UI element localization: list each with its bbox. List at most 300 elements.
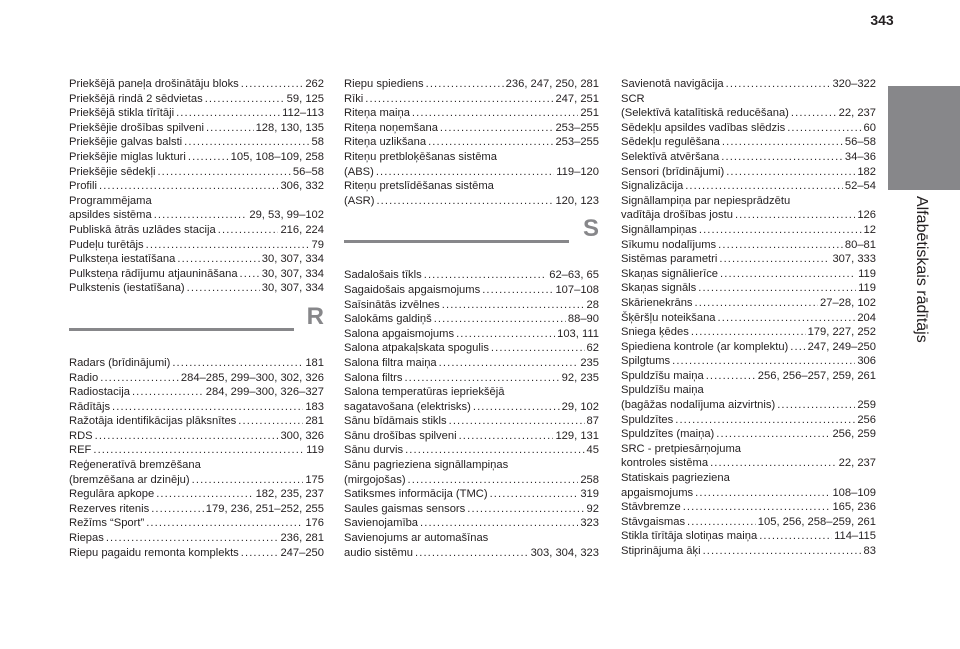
index-entry <box>621 413 876 428</box>
entry-pages: 45 <box>586 444 599 457</box>
entry-term: apgaismojums <box>621 486 694 499</box>
dot-leader <box>184 135 309 150</box>
index-entry <box>621 252 876 267</box>
entry-pages: 62–63, 65 <box>549 269 599 282</box>
index-entry <box>69 281 324 296</box>
letter-section-header <box>344 208 599 268</box>
entry-pages: 112–113 <box>282 107 324 120</box>
dot-leader <box>428 135 553 150</box>
index-column-3 <box>621 77 876 559</box>
dot-leader <box>439 356 579 371</box>
entry-term: Priekšējā stikla tīrītāji <box>69 107 175 120</box>
entry-pages: 306, 332 <box>280 180 324 193</box>
dot-leader <box>703 544 862 559</box>
entry-term: Sēdekļu apsildes vadības slēdzis <box>621 121 786 134</box>
entry-pages: 235 <box>580 356 599 369</box>
entry-pages: 179, 236, 251–252, 255 <box>205 502 324 515</box>
entry-pages: 60 <box>863 121 876 134</box>
entry-term: Regulāra apkope <box>69 488 155 501</box>
entry-term: Salona filtra maiņa <box>344 356 437 369</box>
entry-term: Sānu durvis <box>344 444 404 457</box>
index-entry <box>69 267 324 282</box>
index-entry <box>344 135 599 150</box>
index-entry <box>69 385 324 400</box>
entry-pages: 22, 237 <box>838 457 876 470</box>
entry-pages: 62 <box>586 342 599 355</box>
entry-pages: 105, 108–109, 258 <box>230 150 324 163</box>
entry-term: Priekšējā rindā 2 sēdvietas <box>69 92 203 105</box>
entry-term: Šķēršļu noteikšana <box>621 311 716 324</box>
dot-leader <box>721 150 843 165</box>
entry-pages: 303, 304, 323 <box>530 546 599 559</box>
entry-term: Sānu drošības spilveni <box>344 429 457 442</box>
entry-pages: 83 <box>863 545 876 557</box>
dot-leader <box>787 121 861 136</box>
index-entry <box>69 77 324 92</box>
dot-leader <box>726 165 855 180</box>
index-entry <box>621 238 876 253</box>
section-letter: R <box>306 302 324 330</box>
index-entry-heading: SCR <box>621 92 645 105</box>
index-entry <box>621 150 876 165</box>
entry-pages: 247–250 <box>280 546 324 559</box>
index-entry <box>621 529 876 544</box>
index-entry <box>344 473 599 488</box>
entry-term: (bagāžas nodalījuma aizvirtnis) <box>621 399 776 412</box>
section-tab-label: Alfabētiskais rādītājs <box>913 196 930 343</box>
entry-term: Sānu bīdāmais stikls <box>344 415 447 428</box>
dot-leader <box>440 121 554 136</box>
entry-term: Spuldzīšu maiņa <box>621 369 704 382</box>
dot-leader <box>473 400 560 415</box>
dot-leader <box>238 414 303 429</box>
index-entry-heading: SRC - pretpiesārņojuma <box>621 442 742 455</box>
entry-term: Salona filtrs <box>344 371 403 384</box>
dot-leader <box>720 267 856 282</box>
dot-leader <box>490 487 579 502</box>
index-entry <box>69 516 324 531</box>
entry-pages: 59, 125 <box>286 92 324 105</box>
entry-pages: 79 <box>311 238 324 251</box>
index-entry <box>344 429 599 444</box>
entry-term: RDS <box>69 429 93 442</box>
index-entry <box>344 165 599 180</box>
entry-pages: 176 <box>305 517 324 530</box>
entry-pages: 181 <box>305 356 324 369</box>
entry-term: Priekšējie miglas lukturi <box>69 150 186 163</box>
entry-pages: 307, 333 <box>832 253 876 266</box>
entry-pages: 182, 235, 237 <box>255 488 324 501</box>
dot-leader <box>420 516 578 531</box>
entry-term: Rezerves ritenis <box>69 502 150 515</box>
entry-pages: 183 <box>305 400 324 413</box>
entry-term: Pulksteņa iestatīšana <box>69 253 176 266</box>
entry-pages: 103, 111 <box>557 327 599 340</box>
dot-leader <box>687 515 756 530</box>
entry-term: (Selektīvā katalītiskā reducēšana) <box>621 107 789 120</box>
index-entry <box>621 427 876 442</box>
index-entry <box>344 502 599 517</box>
dot-leader <box>482 283 553 298</box>
entry-pages: 87 <box>586 415 599 428</box>
index-entry <box>69 531 324 546</box>
entry-term: Selektīvā atvēršana <box>621 150 720 163</box>
entry-pages: 300, 326 <box>280 429 324 442</box>
entry-term: Saules gaismas sensors <box>344 502 466 515</box>
entry-term: vadītāja drošības jostu <box>621 209 733 222</box>
entry-term: Priekšējie galvas balsti <box>69 136 183 149</box>
index-entry <box>621 106 876 121</box>
dot-leader <box>156 487 253 502</box>
dot-leader <box>442 298 585 313</box>
entry-term: REF <box>69 444 92 457</box>
entry-pages: 236, 247, 250, 281 <box>505 78 599 90</box>
index-entry <box>621 544 876 559</box>
entry-term: Priekšējie sēdekļi <box>69 165 156 178</box>
entry-term: Savienojamība <box>344 517 419 530</box>
dot-leader <box>151 502 204 517</box>
entry-term: Riteņa noņemšana <box>344 121 438 134</box>
index-entry <box>621 121 876 136</box>
index-entry <box>344 106 599 121</box>
dot-leader <box>449 414 585 429</box>
section-letter: S <box>582 215 599 243</box>
entry-term: Radiostacija <box>69 386 130 399</box>
dot-leader <box>365 92 553 107</box>
entry-pages: 262 <box>305 78 324 90</box>
entry-pages: 120, 123 <box>555 194 599 207</box>
index-entry <box>621 165 876 180</box>
dot-leader <box>187 281 260 296</box>
index-entry <box>344 298 599 313</box>
page-number: 343 <box>870 12 894 28</box>
entry-term: Salona apgaismojums <box>344 327 455 340</box>
entry-pages: 29, 102 <box>561 400 599 413</box>
dot-leader <box>176 106 280 121</box>
index-entry <box>69 414 324 429</box>
dot-leader <box>735 208 855 223</box>
dot-leader <box>691 325 806 340</box>
index-entry <box>621 311 876 326</box>
index-entry <box>69 252 324 267</box>
entry-pages: 256 <box>857 413 876 426</box>
entry-pages: 119–120 <box>556 165 599 178</box>
index-entry <box>621 456 876 471</box>
index-entry <box>69 546 324 561</box>
entry-pages: 175 <box>305 473 324 486</box>
index-entry <box>621 135 876 150</box>
entry-pages: 258 <box>580 473 599 486</box>
index-entry <box>69 502 324 517</box>
dot-leader <box>706 369 756 384</box>
index-entry <box>344 121 599 136</box>
dot-leader <box>791 106 837 121</box>
entry-pages: 92, 235 <box>561 371 599 384</box>
index-entry-heading: Savienojums ar automašīnas <box>344 532 489 545</box>
entry-term: Ražotāja identifikācijas plāksnītes <box>69 415 237 428</box>
index-entry <box>69 473 324 488</box>
index-entry <box>621 267 876 282</box>
index-entry <box>621 369 876 384</box>
index-entry <box>69 92 324 107</box>
entry-pages: 247, 251 <box>555 92 599 105</box>
entry-pages: 108–109 <box>832 486 876 499</box>
entry-term: Sīkumu nodalījums <box>621 238 717 251</box>
entry-term: Sēdekļu regulēšana <box>621 136 720 149</box>
dot-leader <box>376 165 554 180</box>
dot-leader <box>672 354 855 369</box>
dot-leader <box>467 502 584 517</box>
entry-pages: 119 <box>858 267 876 280</box>
section-divider <box>69 328 294 331</box>
dot-leader <box>172 356 303 371</box>
entry-term: Pudeļu turētājs <box>69 238 144 251</box>
entry-term: Savienotā navigācija <box>621 78 724 90</box>
entry-pages: 165, 236 <box>832 501 876 514</box>
index-entry <box>344 400 599 415</box>
entry-pages: 34–36 <box>844 150 876 163</box>
index-entry <box>621 208 876 223</box>
entry-term: Pulksteņa rādījumu atjaunināšana <box>69 267 238 280</box>
index-entry <box>621 325 876 340</box>
entry-term: Profili <box>69 180 97 193</box>
dot-leader <box>710 456 837 471</box>
dot-leader <box>112 400 303 415</box>
dot-leader <box>241 77 304 92</box>
entry-pages: 80–81 <box>844 238 876 251</box>
entry-pages: 119 <box>306 444 324 457</box>
entry-pages: 28 <box>586 298 599 311</box>
dot-leader <box>376 194 553 209</box>
index-entry-heading: Programmējama <box>69 194 152 207</box>
entry-pages: 27–28, 102 <box>820 296 876 309</box>
dot-leader <box>685 179 843 194</box>
dot-leader <box>408 473 579 488</box>
dot-leader <box>695 296 818 311</box>
entry-term: Priekšējā paneļa drošinātāju bloks <box>69 78 239 90</box>
entry-pages: 107–108 <box>555 283 599 296</box>
entry-term: Spuldzītes (maiņa) <box>621 428 715 441</box>
index-entry <box>69 165 324 180</box>
entry-term: Riteņa uzlikšana <box>344 136 427 149</box>
entry-pages: 247, 249–250 <box>807 340 876 353</box>
dot-leader <box>206 121 254 136</box>
dot-leader <box>132 385 204 400</box>
index-entry <box>621 179 876 194</box>
index-entry <box>344 414 599 429</box>
index-column-1 <box>69 77 324 560</box>
entry-term: Skārienekrāns <box>621 296 693 309</box>
index-entry <box>344 194 599 209</box>
entry-term: Publiskā ātrās uzlādes stacija <box>69 223 216 236</box>
index-entry <box>621 296 876 311</box>
dot-leader <box>404 371 559 386</box>
entry-term: sagatavošana (elektrisks) <box>344 400 471 413</box>
entry-pages: 284–285, 299–300, 302, 326 <box>180 371 324 384</box>
entry-pages: 281 <box>305 415 324 428</box>
dot-leader <box>683 500 831 515</box>
index-entry <box>69 121 324 136</box>
index-entry <box>69 356 324 371</box>
entry-pages: 284, 299–300, 326–327 <box>205 386 324 399</box>
entry-term: Radio <box>69 371 99 384</box>
entry-term: Signalizācija <box>621 180 684 193</box>
entry-pages: 251 <box>580 107 599 120</box>
entry-term: Priekšējie drošības spilveni <box>69 121 204 134</box>
entry-pages: 114–115 <box>834 530 876 543</box>
entry-pages: 319 <box>580 488 599 501</box>
entry-pages: 253–255 <box>555 121 599 134</box>
entry-term: Spiediena kontrole (ar komplektu) <box>621 340 789 353</box>
index-entry <box>621 398 876 413</box>
entry-pages: 88–90 <box>567 313 599 326</box>
entry-term: Satiksmes informācija (TMC) <box>344 488 488 501</box>
dot-leader <box>405 443 584 458</box>
index-entry <box>621 486 876 501</box>
entry-term: Skaņas signāls <box>621 282 697 295</box>
entry-pages: 52–54 <box>844 180 876 193</box>
dot-leader <box>716 427 830 442</box>
index-entry <box>344 312 599 327</box>
index-entry <box>69 223 324 238</box>
dot-leader <box>240 267 260 282</box>
index-entry <box>344 341 599 356</box>
dot-leader <box>146 238 310 253</box>
entry-term: Sistēmas parametri <box>621 253 718 266</box>
index-entry <box>621 281 876 296</box>
index-entry <box>621 77 876 92</box>
index-entry <box>69 487 324 502</box>
entry-pages: 259 <box>857 399 876 412</box>
index-entry <box>344 487 599 502</box>
entry-term: Sniega ķēdes <box>621 326 689 339</box>
entry-pages: 12 <box>863 223 876 236</box>
dot-leader <box>718 238 843 253</box>
entry-term: Sensori (brīdinājumi) <box>621 165 725 178</box>
entry-term: Sadalošais tīkls <box>344 269 422 282</box>
index-entry <box>344 77 599 92</box>
index-entry <box>344 92 599 107</box>
dot-leader <box>157 165 290 180</box>
index-entry <box>344 283 599 298</box>
entry-term: (bremzēšana ar dzinēju) <box>69 473 190 486</box>
entry-pages: 58 <box>311 136 324 149</box>
index-entry <box>344 356 599 371</box>
index-entry-heading: Sānu pagrieziena signāllampiņas <box>344 459 509 472</box>
index-entry <box>69 208 324 223</box>
entry-pages: 306 <box>857 355 876 368</box>
index-entry <box>69 135 324 150</box>
dot-leader <box>106 531 279 546</box>
dot-leader <box>790 340 805 355</box>
entry-term: Sagaidošais apgaismojums <box>344 283 481 296</box>
entry-pages: 29, 53, 99–102 <box>249 209 324 222</box>
index-entry <box>344 516 599 531</box>
entry-pages: 56–58 <box>844 136 876 149</box>
index-entry <box>69 106 324 121</box>
entry-pages: 30, 307, 334 <box>261 282 324 295</box>
entry-term: Signāllampiņas <box>621 223 697 236</box>
dot-leader <box>100 371 179 386</box>
entry-term: Pulkstenis (iestatīšana) <box>69 282 185 295</box>
dot-leader <box>722 135 843 150</box>
entry-pages: 128, 130, 135 <box>255 121 324 134</box>
entry-pages: 179, 227, 252 <box>807 326 876 339</box>
dot-leader <box>434 312 566 327</box>
entry-term: Stāvbremze <box>621 501 681 514</box>
dot-leader <box>205 92 285 107</box>
letter-section-header <box>69 296 324 356</box>
entry-pages: 30, 307, 334 <box>261 267 324 280</box>
entry-pages: 119 <box>858 282 876 295</box>
entry-term: Salona atpakaļskata spogulis <box>344 342 489 355</box>
index-entry <box>69 179 324 194</box>
dot-leader <box>99 179 278 194</box>
section-tab <box>888 0 960 649</box>
section-divider <box>344 240 569 243</box>
entry-term: Radars (brīdinājumi) <box>69 356 171 369</box>
entry-pages: 253–255 <box>555 136 599 149</box>
dot-leader <box>759 529 832 544</box>
index-entry <box>344 371 599 386</box>
entry-term: (ASR) <box>344 194 375 207</box>
dot-leader <box>241 546 279 561</box>
index-entry <box>69 429 324 444</box>
entry-term: apsildes sistēma <box>69 209 152 222</box>
entry-pages: 256, 256–257, 259, 261 <box>757 369 876 382</box>
entry-term: Spuldzītes <box>621 413 674 426</box>
dot-leader <box>154 208 248 223</box>
index-entry <box>69 400 324 415</box>
entry-pages: 182 <box>857 165 876 178</box>
dot-leader <box>424 268 547 283</box>
entry-term: Saīsinātās izvēlnes <box>344 298 440 311</box>
entry-term: Stikla tīrītāja slotiņas maiņa <box>621 530 758 543</box>
entry-term: Riepu spiediens <box>344 78 424 90</box>
entry-pages: 216, 224 <box>280 223 324 236</box>
dot-leader <box>218 223 279 238</box>
dot-leader <box>188 150 229 165</box>
dot-leader <box>93 443 304 458</box>
dot-leader <box>146 516 303 531</box>
index-entry <box>344 327 599 342</box>
entry-term: Stāvgaismas <box>621 515 686 528</box>
dot-leader <box>491 341 585 356</box>
index-entry <box>621 515 876 530</box>
entry-term: Riepu pagaidu remonta komplekts <box>69 546 239 559</box>
dot-leader <box>177 252 259 267</box>
dot-leader <box>456 327 555 342</box>
index-column-2 <box>344 77 599 560</box>
entry-pages: 204 <box>857 311 876 324</box>
index-entry <box>621 223 876 238</box>
index-entry <box>621 340 876 355</box>
dot-leader <box>699 223 862 238</box>
entry-pages: 256, 259 <box>832 428 876 441</box>
dot-leader <box>95 429 279 444</box>
dot-leader <box>192 473 304 488</box>
dot-leader <box>777 398 855 413</box>
entry-term: Režīms “Sport” <box>69 517 145 530</box>
entry-term: audio sistēmu <box>344 546 414 559</box>
index-entry-heading: Riteņu pretbloķēšanas sistēma <box>344 150 497 163</box>
dot-leader <box>726 77 831 92</box>
dot-leader <box>426 77 504 92</box>
dot-leader <box>698 281 856 296</box>
entry-pages: 92 <box>586 502 599 515</box>
index-entry <box>344 268 599 283</box>
dot-leader <box>412 106 578 121</box>
